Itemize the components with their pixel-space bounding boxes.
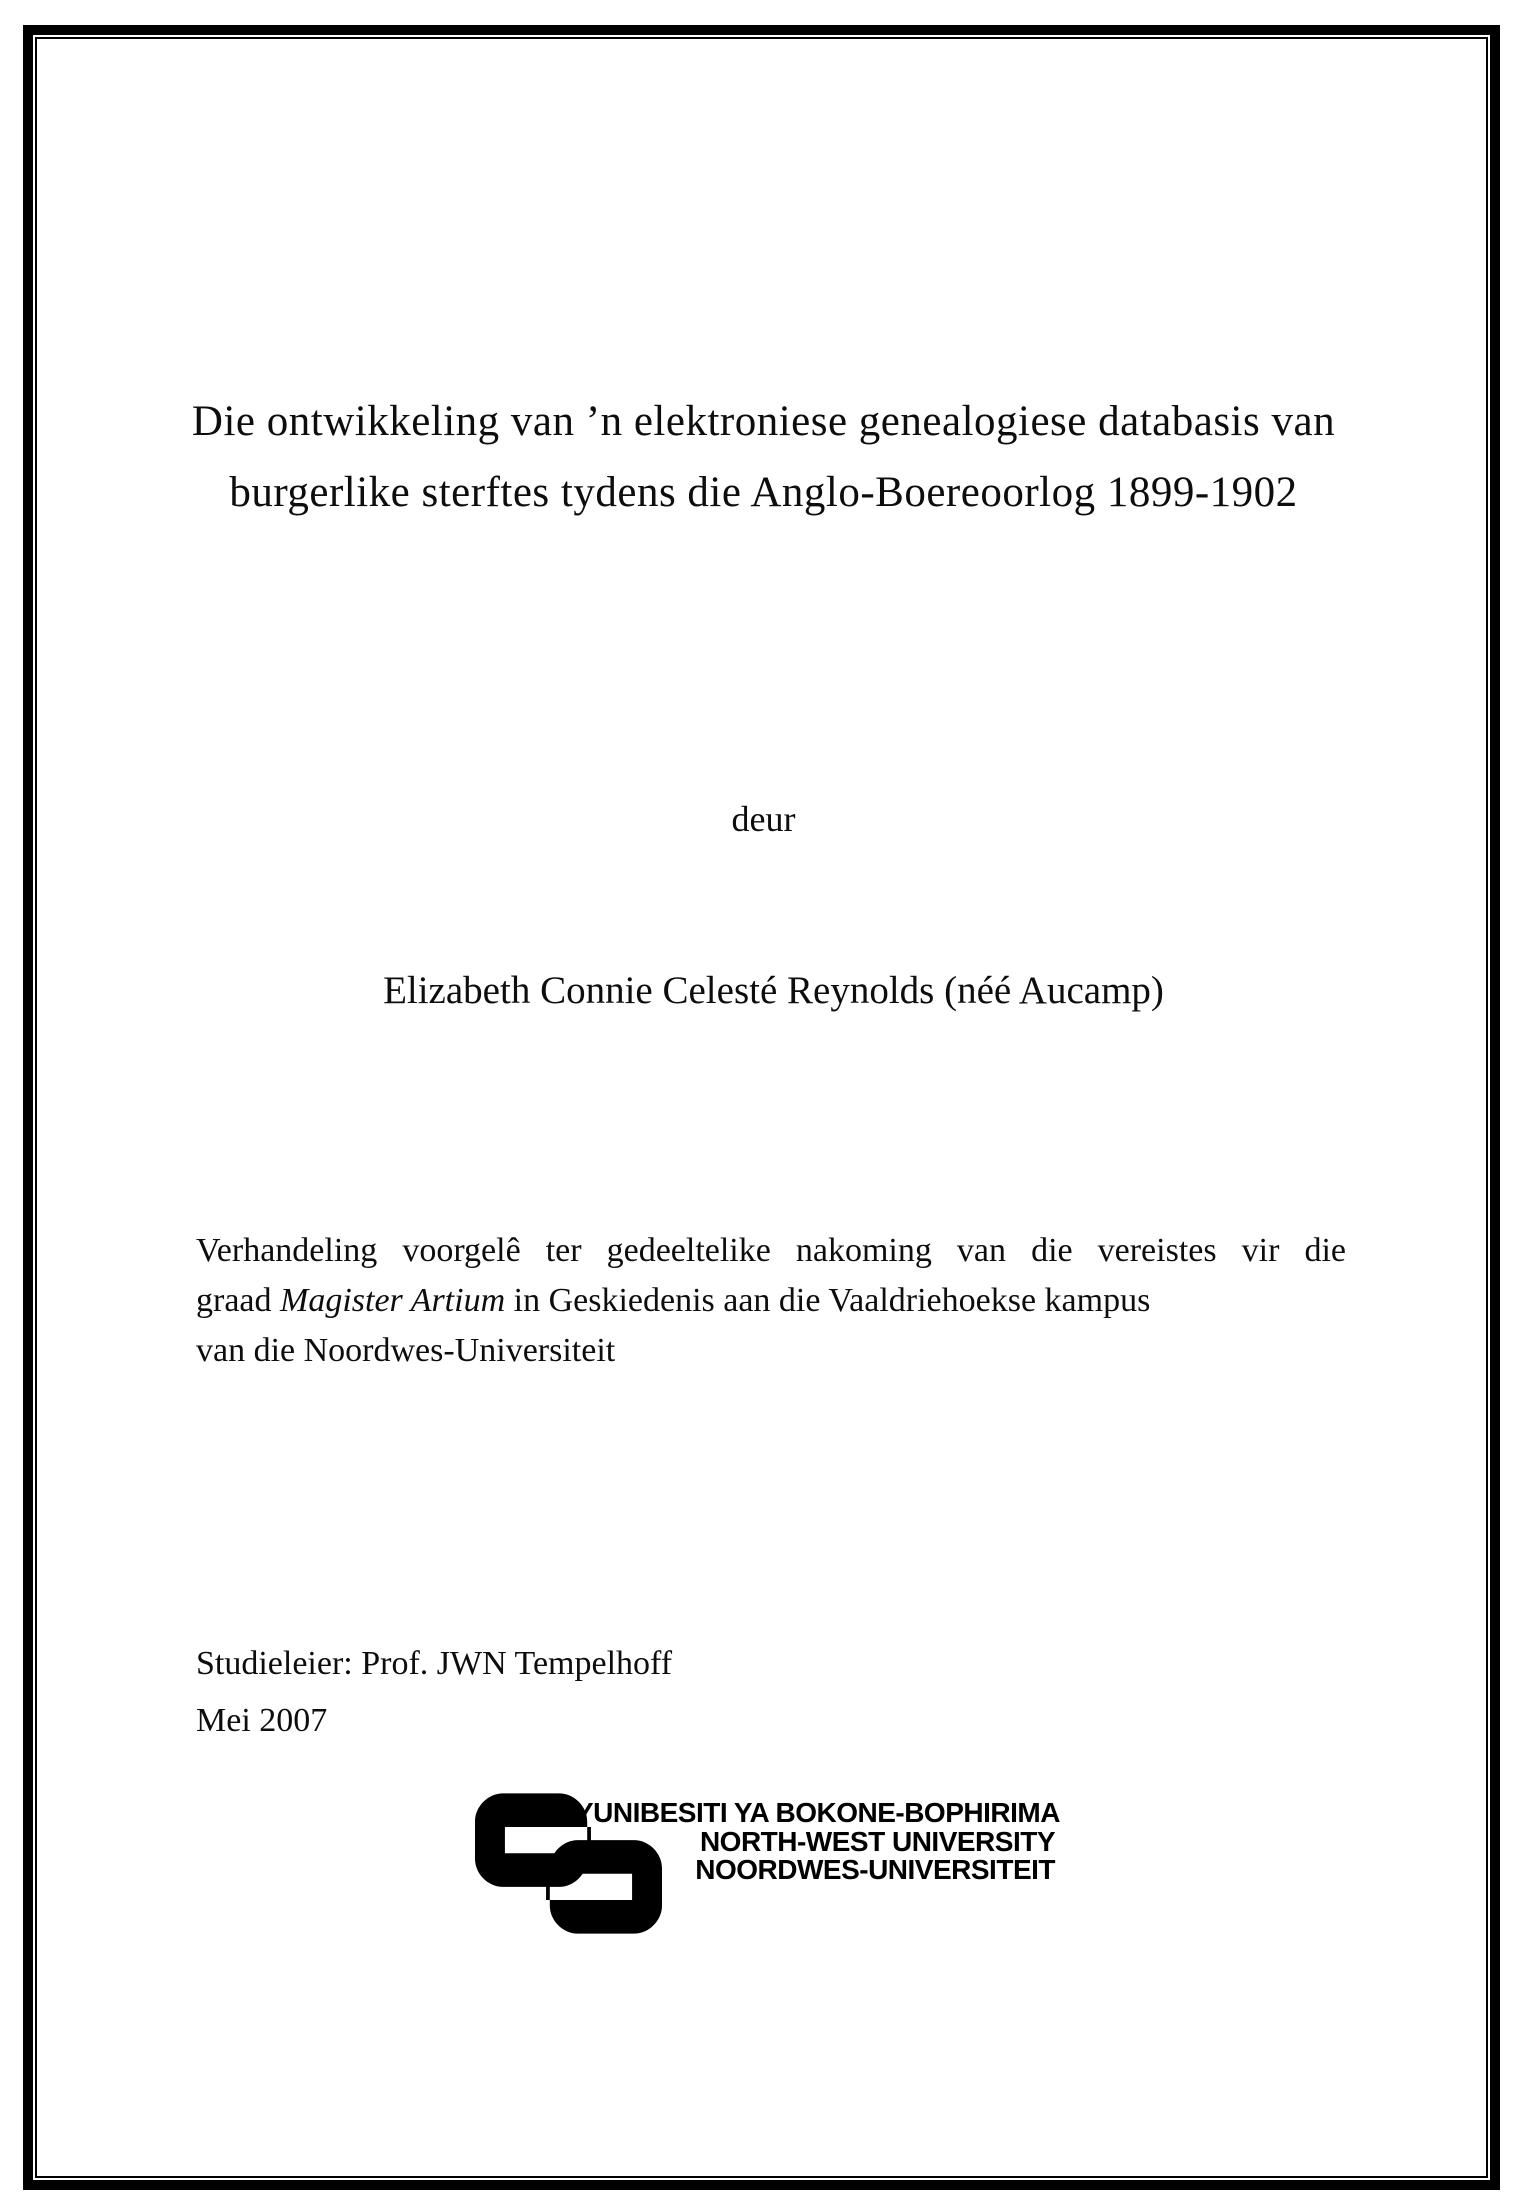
supervisor-line: Studieleier: Prof. JWN Tempelhoff bbox=[196, 1645, 673, 1682]
declaration-line2-suffix: in Geskiedenis aan die Vaaldriehoekse kampus bbox=[505, 1282, 1151, 1319]
university-logo-text bbox=[575, 1797, 1060, 1885]
university-logo bbox=[475, 1791, 1075, 1941]
logo-line-english: NORTH-WEST UNIVERSITY bbox=[699, 1825, 1055, 1857]
degree-declaration bbox=[196, 1226, 1346, 1376]
logo-line-afrikaans: NOORDWES-UNIVERSITEIT bbox=[695, 1854, 1055, 1885]
thesis-title bbox=[120, 386, 1407, 528]
declaration-line3: van die Noordwes-Universiteit bbox=[196, 1332, 616, 1369]
date-line: Mei 2007 bbox=[196, 1702, 328, 1739]
byline-label: deur bbox=[731, 799, 796, 839]
declaration-line2-prefix: graad bbox=[196, 1282, 281, 1319]
author-name: Elizabeth Connie Celesté Reynolds (néé Aucamp) bbox=[383, 969, 1164, 1012]
degree-name: Magister Artium bbox=[280, 1282, 506, 1319]
declaration-line2 bbox=[196, 1276, 1346, 1326]
logo-line-setswana: YUNIBESITI YA BOKONE-BOPHIRIMA bbox=[575, 1797, 1060, 1828]
thesis-title-line2: burgerlike sterftes tydens die Anglo-Boereoorlog 1899-1902 bbox=[229, 469, 1298, 516]
thesis-title-line1: Die ontwikkeling van ’n elektroniese genealogiese databasis van bbox=[191, 398, 1336, 445]
declaration-line1: Verhandeling voorgelê ter gedeeltelike nakoming van die vereistes vir die bbox=[196, 1232, 1346, 1269]
